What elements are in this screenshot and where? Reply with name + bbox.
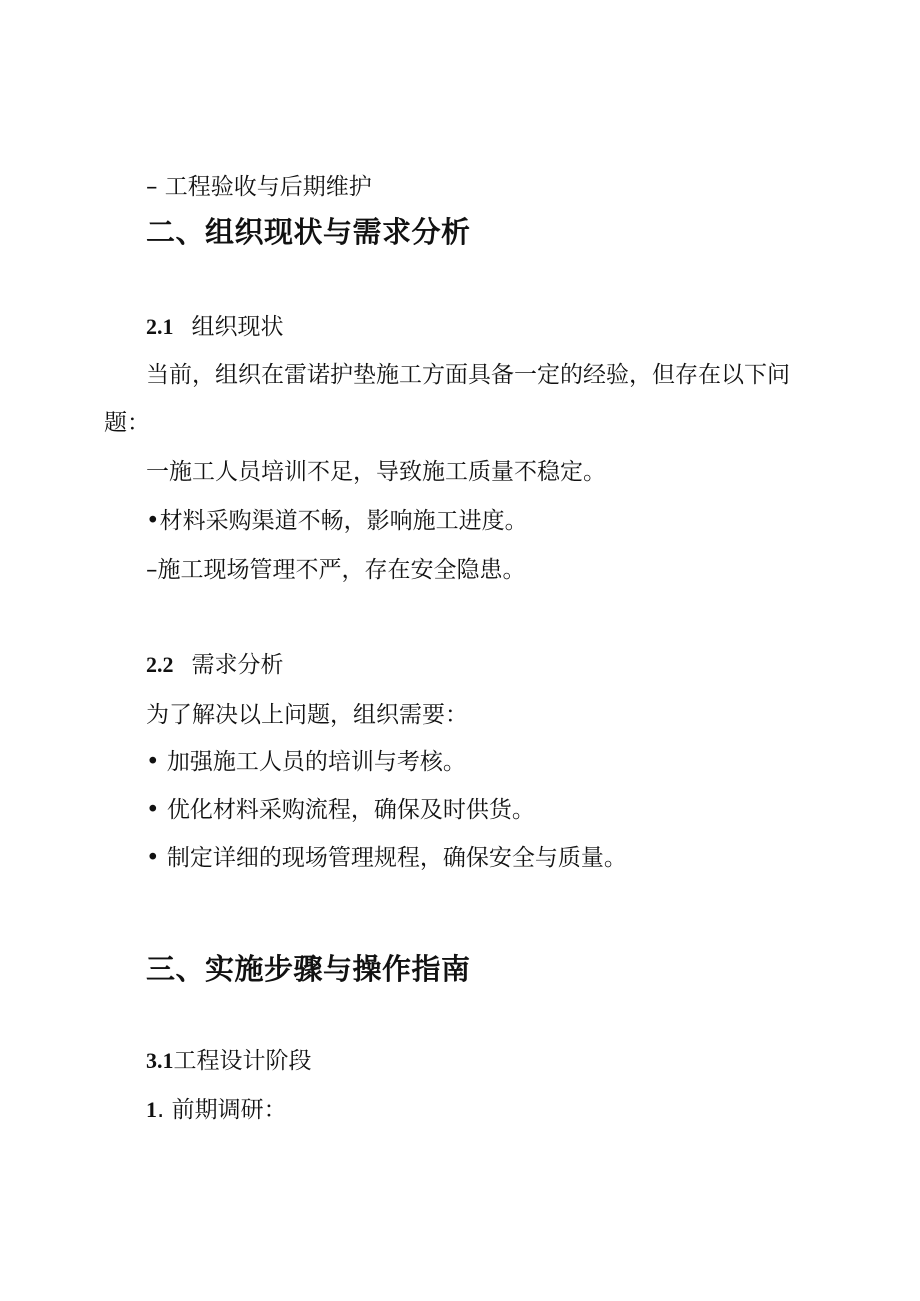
subsection-2-1-heading [146, 316, 284, 339]
section-2-heading: 二、组织现状与需求分析 [146, 215, 471, 249]
section-3-heading: 三、实施步骤与操作指南 [146, 952, 471, 986]
issue-item: •材料采购渠道不畅，影响施工进度。 [146, 508, 528, 534]
step-title: . 前期调研： [157, 1097, 287, 1123]
issue-item: –施工现场管理不严，存在安全隐患。 [146, 557, 526, 583]
bullet-item: • 加强施工人员的培训与考核。 [146, 749, 466, 775]
paragraph-line: 当前，组织在雷诺护垫施工方面具备一定的经验，但存在以下问 [146, 362, 790, 388]
bullet-item: • 制定详细的现场管理规程，确保安全与质量。 [146, 845, 627, 871]
subsection-number: 3.1 [146, 1048, 174, 1073]
step-1-heading [146, 1099, 287, 1122]
bullet-item: • 优化材料采购流程，确保及时供货。 [146, 797, 535, 823]
subsection-number: 2.2 [146, 652, 174, 677]
paragraph-line: 题： [104, 410, 150, 436]
subsection-title: 工程设计阶段 [173, 1048, 312, 1074]
subsection-number: 2.1 [146, 314, 174, 339]
issue-item: 一施工人员培训不足，导致施工质量不稳定。 [146, 459, 606, 485]
subsection-2-2-heading [146, 654, 284, 677]
subsection-title: 需求分析 [191, 652, 284, 678]
paragraph-line: 为了解决以上问题，组织需要： [146, 702, 468, 728]
subsection-3-1-heading [146, 1050, 312, 1073]
subsection-title: 组织现状 [191, 314, 284, 340]
top-list-item: – 工程验收与后期维护 [146, 174, 372, 200]
step-number: 1 [146, 1097, 157, 1122]
